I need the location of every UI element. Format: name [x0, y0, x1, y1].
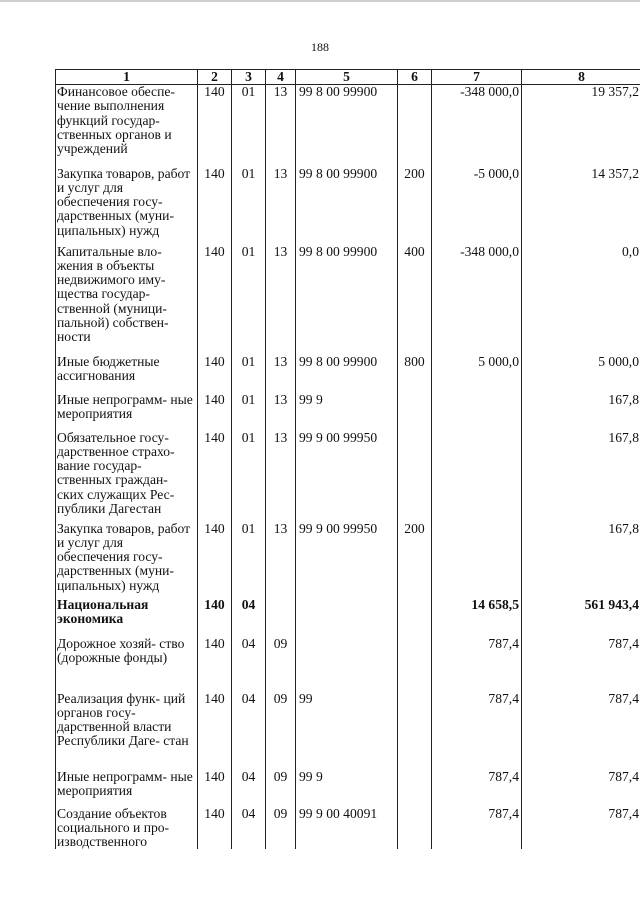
cell-subsection-code: 13 — [266, 522, 296, 598]
cell-ministry-code: 140 — [198, 393, 232, 431]
cell-target-article: 99 9 00 99950 — [296, 431, 398, 522]
cell-expense-type — [398, 637, 432, 692]
cell-ministry-code: 140 — [198, 167, 232, 245]
cell-target-article: 99 — [296, 692, 398, 770]
table-row — [56, 393, 640, 431]
cell-expense-type: 200 — [398, 522, 432, 598]
col-header: 3 — [232, 70, 266, 85]
row-name: Закупка товаров, работ и услуг для обеспечения госу- дарственных (муни- ципальных) нужд — [56, 167, 198, 245]
cell-total-amount: 19 357,2 — [522, 85, 640, 167]
cell-target-article — [296, 598, 398, 637]
cell-expense-type — [398, 807, 432, 850]
cell-subsection-code: 13 — [266, 431, 296, 522]
cell-total-amount: 14 357,2 — [522, 167, 640, 245]
col-header: 2 — [198, 70, 232, 85]
cell-expense-type — [398, 770, 432, 807]
col-header: 4 — [266, 70, 296, 85]
cell-section-code: 01 — [232, 167, 266, 245]
col-header: 7 — [432, 70, 522, 85]
row-name: Финансовое обеспе- чение выполнения функций государ- ственных органов и учреждений — [56, 85, 198, 167]
cell-total-amount: 5 000,0 — [522, 355, 640, 393]
table-row — [56, 355, 640, 393]
cell-ministry-code: 140 — [198, 522, 232, 598]
table-row — [56, 85, 640, 167]
row-name: Национальная экономика — [56, 598, 198, 637]
table-row — [56, 637, 640, 692]
cell-section-code: 04 — [232, 770, 266, 807]
cell-ministry-code: 140 — [198, 637, 232, 692]
cell-ministry-code: 140 — [198, 245, 232, 355]
row-name: Иные непрограмм- ные мероприятия — [56, 393, 198, 431]
cell-expense-type: 200 — [398, 167, 432, 245]
cell-total-amount: 787,4 — [522, 637, 640, 692]
cell-total-amount: 787,4 — [522, 692, 640, 770]
cell-change-amount: 14 658,5 — [432, 598, 522, 637]
cell-section-code: 04 — [232, 637, 266, 692]
row-name: Дорожное хозяй- ство (дорожные фонды) — [56, 637, 198, 692]
row-name: Реализация функ- ций органов госу- дарственной власти Республики Даге- стан — [56, 692, 198, 770]
col-header: 6 — [398, 70, 432, 85]
cell-ministry-code: 140 — [198, 692, 232, 770]
table-row — [56, 807, 640, 850]
cell-change-amount: -348 000,0 — [432, 85, 522, 167]
header-row — [56, 70, 640, 85]
row-name: Обязательное госу- дарственное страхо- вание государ- ственных граждан- ских служащих Рес- публики Дагестан — [56, 431, 198, 522]
table-row — [56, 431, 640, 522]
cell-ministry-code: 140 — [198, 355, 232, 393]
cell-subsection-code: 09 — [266, 807, 296, 850]
cell-ministry-code: 140 — [198, 598, 232, 637]
cell-total-amount: 0,0 — [522, 245, 640, 355]
cell-expense-type: 400 — [398, 245, 432, 355]
cell-expense-type — [398, 598, 432, 637]
cell-expense-type — [398, 692, 432, 770]
cell-section-code: 04 — [232, 692, 266, 770]
cell-section-code: 01 — [232, 85, 266, 167]
scan-edge-line — [0, 0, 640, 2]
cell-section-code: 01 — [232, 393, 266, 431]
cell-section-code: 04 — [232, 807, 266, 850]
cell-ministry-code: 140 — [198, 807, 232, 850]
cell-change-amount — [432, 431, 522, 522]
cell-target-article: 99 9 00 99950 — [296, 522, 398, 598]
cell-target-article: 99 9 — [296, 393, 398, 431]
cell-target-article: 99 8 00 99900 — [296, 245, 398, 355]
table-row — [56, 770, 640, 807]
row-name: Закупка товаров, работ и услуг для обеспечения госу- дарственных (муни- ципальных) нужд — [56, 522, 198, 598]
page-number: 188 — [311, 40, 329, 54]
cell-subsection-code: 13 — [266, 245, 296, 355]
table-row-section — [56, 598, 640, 637]
cell-change-amount: 787,4 — [432, 807, 522, 850]
row-name: Иные бюджетные ассигнования — [56, 355, 198, 393]
cell-subsection-code: 13 — [266, 355, 296, 393]
table-row — [56, 245, 640, 355]
cell-subsection-code — [266, 598, 296, 637]
row-name: Иные непрограмм- ные мероприятия — [56, 770, 198, 807]
cell-change-amount — [432, 393, 522, 431]
cell-target-article: 99 9 00 40091 — [296, 807, 398, 850]
cell-target-article — [296, 637, 398, 692]
cell-target-article: 99 8 00 99900 — [296, 85, 398, 167]
cell-ministry-code: 140 — [198, 85, 232, 167]
cell-change-amount: -348 000,0 — [432, 245, 522, 355]
table-row — [56, 167, 640, 245]
table-row — [56, 522, 640, 598]
cell-expense-type — [398, 393, 432, 431]
row-name: Создание объектов социального и про- изводственного — [56, 807, 198, 850]
cell-total-amount: 787,4 — [522, 807, 640, 850]
cell-section-code: 01 — [232, 431, 266, 522]
cell-total-amount: 167,8 — [522, 431, 640, 522]
cell-change-amount: -5 000,0 — [432, 167, 522, 245]
cell-expense-type: 800 — [398, 355, 432, 393]
cell-total-amount: 167,8 — [522, 522, 640, 598]
cell-ministry-code: 140 — [198, 770, 232, 807]
cell-section-code: 01 — [232, 245, 266, 355]
cell-target-article: 99 9 — [296, 770, 398, 807]
cell-section-code: 04 — [232, 598, 266, 637]
cell-total-amount: 167,8 — [522, 393, 640, 431]
cell-ministry-code: 140 — [198, 431, 232, 522]
row-name: Капитальные вло- жения в объекты недвижимого иму- щества государ- ственной (муници- пальной) собствен- ности — [56, 245, 198, 355]
cell-subsection-code: 13 — [266, 393, 296, 431]
cell-expense-type — [398, 431, 432, 522]
col-header: 1 — [56, 70, 198, 85]
cell-change-amount — [432, 522, 522, 598]
cell-subsection-code: 13 — [266, 85, 296, 167]
cell-change-amount: 787,4 — [432, 770, 522, 807]
cell-expense-type — [398, 85, 432, 167]
cell-subsection-code: 09 — [266, 770, 296, 807]
budget-table — [55, 69, 640, 849]
col-header: 8 — [522, 70, 640, 85]
cell-total-amount: 787,4 — [522, 770, 640, 807]
cell-change-amount: 5 000,0 — [432, 355, 522, 393]
cell-change-amount: 787,4 — [432, 637, 522, 692]
cell-subsection-code: 09 — [266, 692, 296, 770]
col-header: 5 — [296, 70, 398, 85]
table-row — [56, 692, 640, 770]
cell-section-code: 01 — [232, 522, 266, 598]
cell-subsection-code: 13 — [266, 167, 296, 245]
cell-target-article: 99 8 00 99900 — [296, 167, 398, 245]
cell-change-amount: 787,4 — [432, 692, 522, 770]
cell-total-amount: 561 943,4 — [522, 598, 640, 637]
cell-target-article: 99 8 00 99900 — [296, 355, 398, 393]
cell-section-code: 01 — [232, 355, 266, 393]
cell-subsection-code: 09 — [266, 637, 296, 692]
